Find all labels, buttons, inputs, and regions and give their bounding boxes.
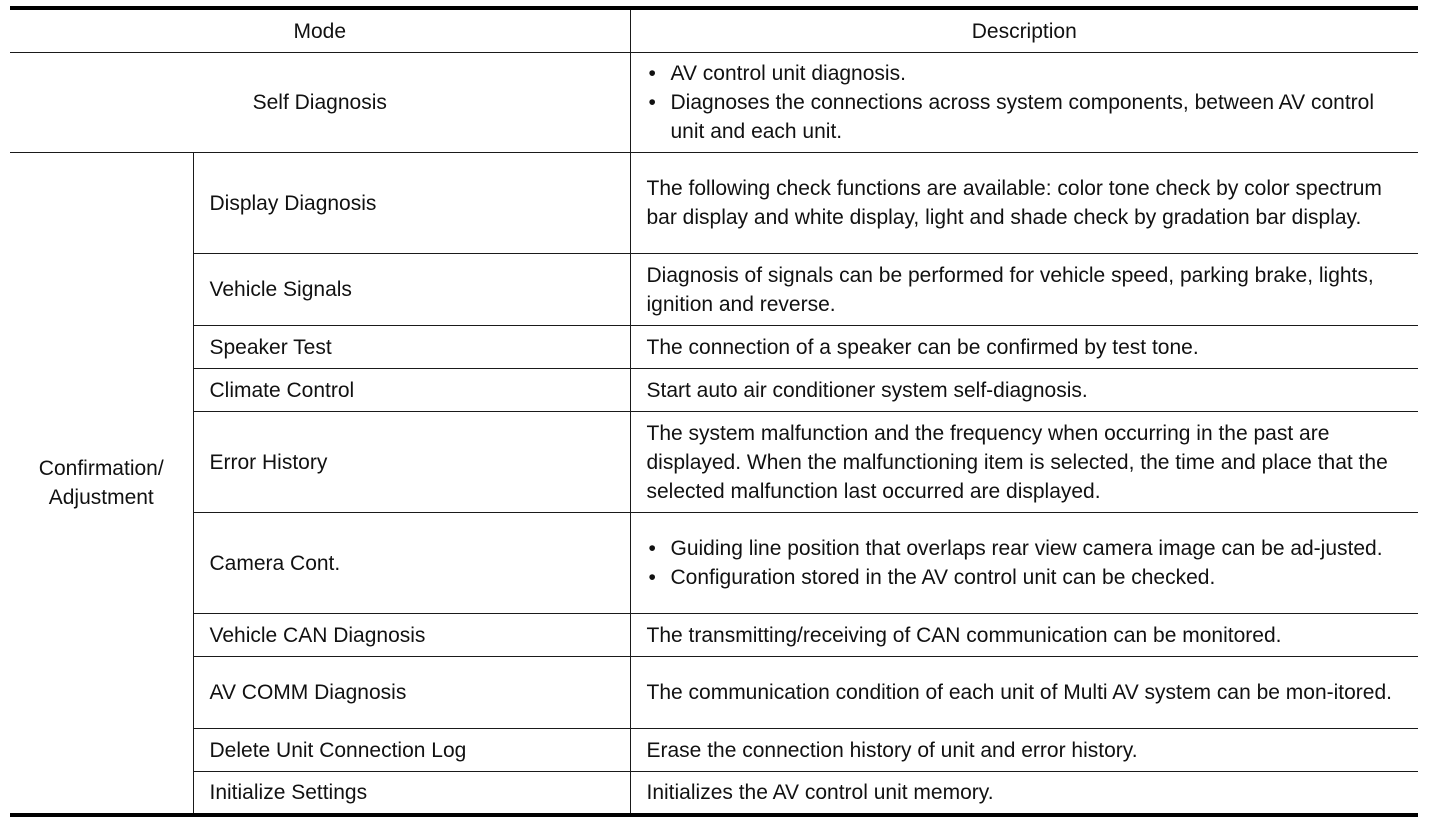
table-row (10, 614, 1418, 657)
description-cell: Start auto air conditioner system self-diagnosis. (630, 369, 1418, 412)
description-cell: The connection of a speaker can be confirmed by test tone. (630, 326, 1418, 369)
mode-cell: Error History (193, 412, 630, 513)
description-cell (630, 513, 1418, 614)
list-item: • Diagnoses the connections across system components, between AV control unit and each unit. (647, 88, 1409, 146)
description-cell (630, 53, 1418, 153)
table-row (10, 369, 1418, 412)
description-cell: The following check functions are available: color tone check by color spectrum bar display and white display, light and shade check by gradation bar display. (630, 153, 1418, 254)
description-column-header: Description (630, 8, 1418, 53)
mode-cell: Vehicle Signals (193, 254, 630, 326)
table-row (10, 657, 1418, 729)
list-item: • Configuration stored in the AV control unit can be checked. (647, 563, 1409, 592)
mode-column-header: Mode (10, 8, 630, 53)
table-row (10, 254, 1418, 326)
table-row (10, 53, 1418, 153)
table-row (10, 326, 1418, 369)
mode-cell: Camera Cont. (193, 513, 630, 614)
group-label-text: Confirmation/ Adjustment (38, 456, 164, 509)
table-row (10, 729, 1418, 772)
description-cell: The system malfunction and the frequency when occurring in the past are displayed. When the malfunctioning item is selected, the time and place that the selected malfunction last occurred are displayed. (630, 412, 1418, 513)
description-cell: Diagnosis of signals can be performed for vehicle speed, parking brake, lights, ignition and reverse. (630, 254, 1418, 326)
header-row (10, 8, 1418, 53)
bullet-list (647, 59, 1409, 146)
list-item: • AV control unit diagnosis. (647, 59, 1409, 88)
mode-cell: Display Diagnosis (193, 153, 630, 254)
bullet-list (647, 534, 1409, 592)
description-cell: The communication condition of each unit of Multi AV system can be mon-itored. (630, 657, 1418, 729)
group-label (10, 153, 193, 815)
mode-cell: Initialize Settings (193, 772, 630, 815)
table-row (10, 153, 1418, 254)
table-row (10, 772, 1418, 815)
mode-cell: Speaker Test (193, 326, 630, 369)
mode-cell: Self Diagnosis (10, 53, 630, 153)
mode-cell: Climate Control (193, 369, 630, 412)
table-row (10, 412, 1418, 513)
list-item: • Guiding line position that overlaps rear view camera image can be ad-justed. (647, 534, 1409, 563)
mode-cell: AV COMM Diagnosis (193, 657, 630, 729)
description-cell: The transmitting/receiving of CAN communication can be monitored. (630, 614, 1418, 657)
mode-description-table (10, 6, 1418, 817)
mode-cell: Vehicle CAN Diagnosis (193, 614, 630, 657)
mode-cell: Delete Unit Connection Log (193, 729, 630, 772)
description-cell: Erase the connection history of unit and error history. (630, 729, 1418, 772)
description-cell: Initializes the AV control unit memory. (630, 772, 1418, 815)
table-row (10, 513, 1418, 614)
